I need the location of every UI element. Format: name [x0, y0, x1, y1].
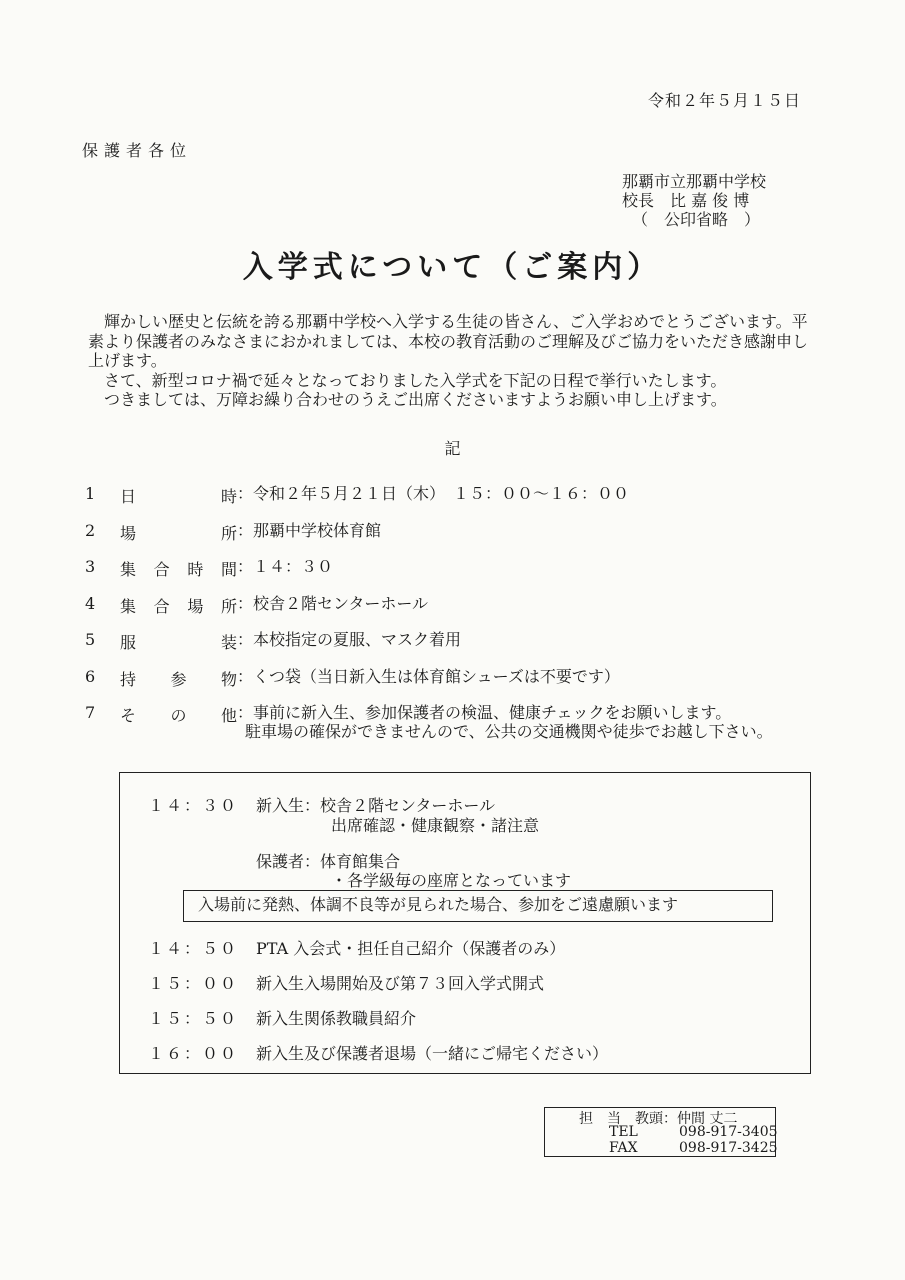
schedule-student-detail: 出席確認・健康観察・諸注意	[331, 816, 540, 835]
sender-school: 那覇市立那覇中学校	[622, 172, 767, 191]
schedule-row	[148, 1006, 416, 1029]
schedule-time: １４：３０	[148, 796, 239, 815]
details-list	[85, 484, 773, 743]
schedule-time: １５：００	[148, 974, 239, 993]
detail-item-assembly-time	[85, 557, 773, 594]
item-number: 6	[85, 666, 96, 686]
item-value: ：校舎２階センターホール	[237, 593, 429, 613]
schedule-text: 新入生入場開始及び第７３回入学式開式	[256, 974, 545, 993]
item-number: 2	[85, 520, 96, 540]
contact-box	[544, 1107, 776, 1157]
schedule-text: 新入生及び保護者退場（一緒にご帰宅ください）	[256, 1044, 609, 1063]
sender-seal-note: （ 公印省略 ）	[632, 210, 761, 229]
intro-text	[88, 312, 818, 410]
sender-principal: 校長 比 嘉 俊 博	[622, 191, 750, 210]
item-value	[237, 703, 773, 743]
item-label: 集合場所	[120, 596, 237, 616]
schedule-parent-detail: ・各学級毎の座席となっています	[331, 871, 572, 890]
fax-number: 098-917-3425	[679, 1140, 778, 1156]
detail-item-assembly-place	[85, 594, 773, 631]
schedule-row	[148, 1041, 608, 1064]
item-value: ：１４：３０	[237, 557, 334, 576]
ki-heading: 記	[444, 439, 461, 458]
detail-item-belongings	[85, 667, 773, 704]
detail-item-dress	[85, 630, 773, 667]
intro-paragraph-2: さて、新型コロナ禍で延々となっておりました入学式を下記の日程で挙行いたします。	[104, 370, 727, 390]
document-date: 令和２年５月１５日	[648, 91, 802, 110]
item-label: 服 装	[120, 633, 237, 652]
detail-item-place	[85, 521, 773, 558]
item-label: 場 所	[120, 523, 237, 543]
schedule-row	[148, 971, 544, 994]
schedule-student-label: 新入生：校舎２階センターホール	[256, 796, 496, 815]
schedule-parent-label: 保護者：体育館集合	[256, 852, 401, 871]
fax-label: FAX	[609, 1140, 638, 1156]
item-label: 日 時	[120, 487, 237, 506]
item-label: 持参物	[120, 669, 237, 689]
schedule-box	[119, 772, 811, 1074]
intro-paragraph-3: つきましては、万障お繰り合わせのうえご出席くださいますようお願い申し上げます。	[104, 390, 727, 409]
schedule-time: １５：５０	[148, 1009, 239, 1028]
item-value: ：那覇中学校体育館	[237, 520, 382, 540]
item-value: ：令和２年５月２１日（木） １５：００～１６：００	[237, 484, 630, 503]
recipient: 保護者各位	[82, 141, 193, 160]
item-value: ：本校指定の夏服、マスク着用	[237, 630, 462, 649]
schedule-row	[148, 936, 565, 959]
item-number: 3	[85, 557, 96, 576]
item-label: その他	[120, 706, 237, 725]
item-number: 7	[85, 703, 96, 722]
tel-number: 098-917-3405	[679, 1124, 778, 1140]
item-value-line-1: ：事前に新入生、参加保護者の検温、健康チェックをお願いします。	[237, 703, 732, 722]
item-value-line-2: 駐車場の確保ができませんので、公共の交通機関や徒歩でお越し下さい。	[245, 722, 773, 741]
schedule-time: １４：５０	[148, 939, 239, 958]
item-number: 5	[85, 630, 96, 649]
detail-item-datetime	[85, 484, 773, 521]
detail-item-other	[85, 703, 773, 743]
schedule-text: 新入生関係教職員紹介	[256, 1009, 417, 1028]
item-value: ：くつ袋（当日新入生は体育館シューズは不要です）	[237, 666, 620, 686]
item-label: 集合時間	[120, 560, 237, 579]
contact-person: 担 当 教頭：仲間 丈二	[579, 1111, 738, 1127]
item-number: 4	[85, 593, 96, 613]
health-notice: 入場前に発熱、体調不良等が見られた場合、参加をご遠慮願います	[183, 890, 773, 922]
tel-label: TEL	[609, 1124, 638, 1140]
page-title: 入学式について（ご案内）	[242, 250, 663, 285]
intro-paragraph-1: 輝かしい歴史と伝統を誇る那覇中学校へ入学する生徒の皆さん、ご入学おめでとうございます。平素より保護者のみなさまにおかれましては、本校の教育活動のご理解及びご協力をいただき感謝申し上げます。	[88, 312, 809, 370]
schedule-text: PTA 入会式・担任自己紹介（保護者のみ）	[256, 939, 566, 958]
item-number: 1	[85, 484, 96, 503]
schedule-time: １６：００	[148, 1044, 239, 1063]
sender-block	[622, 172, 766, 229]
